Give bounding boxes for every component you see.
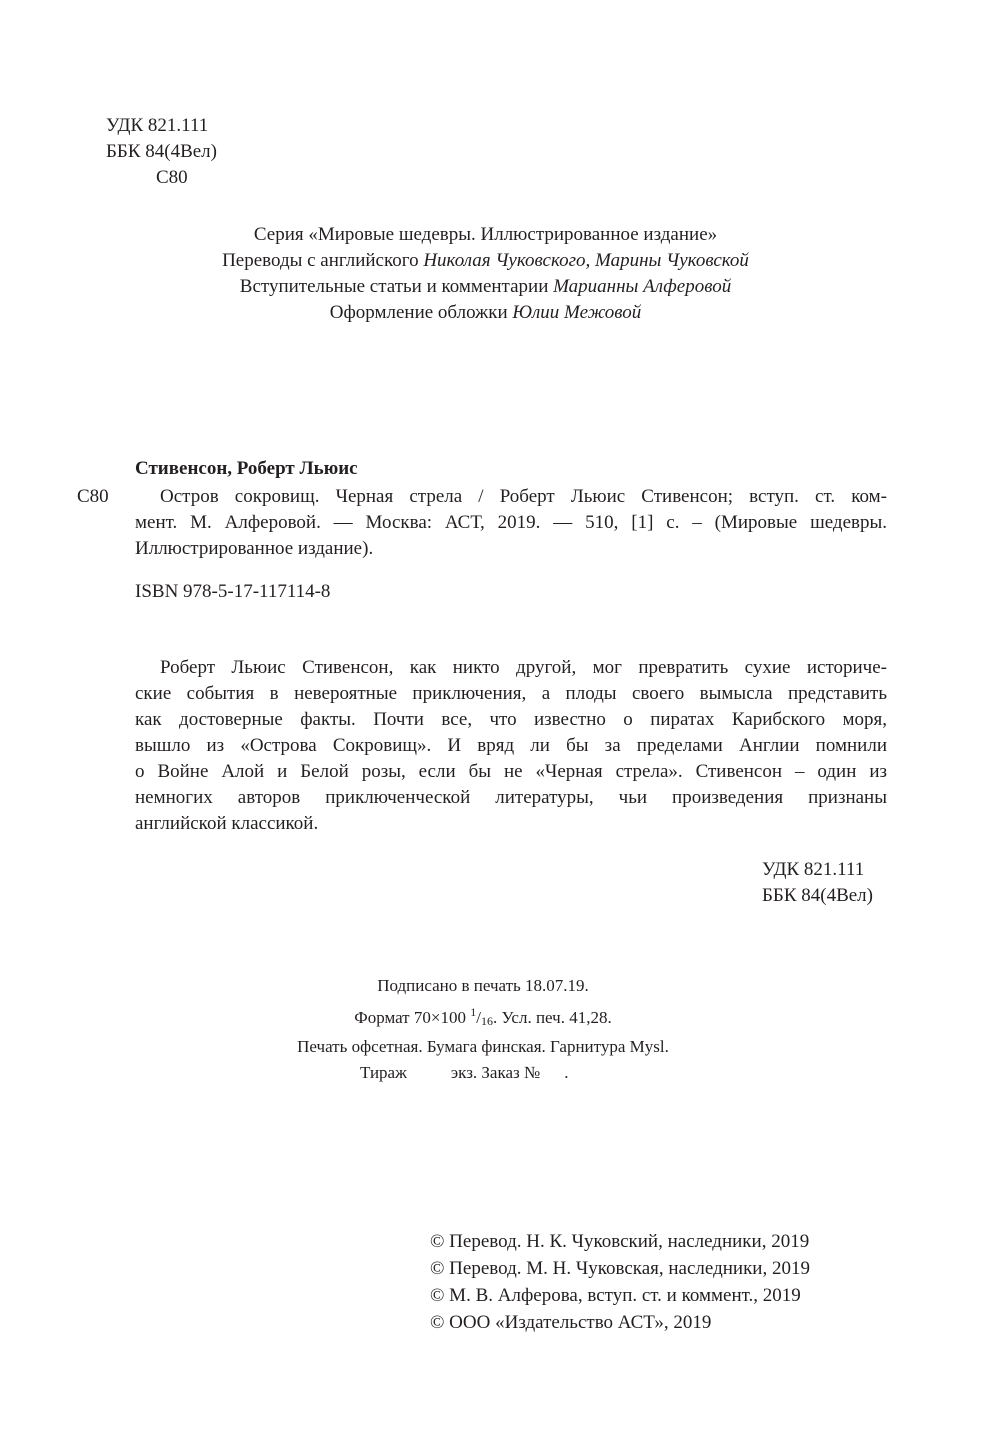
run-line [0, 1060, 966, 1086]
annotation-line-7: английской классикой. [135, 813, 319, 834]
copyright-line: © Перевод. М. Н. Чуковская, наследники, 2019 [430, 1258, 810, 1279]
format-denominator: 16 [480, 1014, 493, 1028]
format-numerator: 1 [470, 1005, 477, 1019]
format-line: Формат 70×100 $^1/_{16}$. Усл. печ. 41,28. [354, 1005, 612, 1028]
translators: Николая Чуковского, Марины Чуковской [423, 250, 749, 271]
isbn: ISBN 978-5-17-117114-8 [135, 581, 331, 602]
format-prefix: Формат 70×100 [354, 1008, 471, 1027]
udk-code: УДК 821.111 [106, 115, 209, 136]
annotation [135, 655, 887, 837]
annotation-line-3: как достоверные факты. Почти все, что известно о пиратах Карибского моря, [135, 709, 887, 730]
print-line: Печать офсетная. Бумага финская. Гарнитура Mysl. [297, 1037, 669, 1056]
catalog-mark: С80 [77, 486, 109, 507]
articles-prefix: Вступительные статьи и комментарии [239, 276, 554, 297]
cover-line [0, 300, 971, 326]
bottom-codes [762, 857, 873, 909]
description-line-3: Иллюстрированное издание). [135, 538, 374, 559]
author-mark: С80 [156, 167, 188, 188]
signed-line: Подписано в печать 18.07.19. [377, 976, 589, 995]
bbk-code: ББК 84(4Вел) [106, 141, 217, 162]
author-heading: Стивенсон, Роберт Льюис [135, 458, 358, 479]
imprint-block [0, 973, 966, 1086]
credits-block [0, 222, 971, 326]
copyright-line: © ООО «Издательство АСТ», 2019 [430, 1312, 712, 1333]
annotation-line-4: вышло из «Острова Сокровищ». И вряд ли бы за пределами Англии помнили [135, 735, 887, 756]
run-label: Тираж [360, 1063, 407, 1082]
copyright-line: © М. В. Алферова, вступ. ст. и коммент., 2019 [430, 1285, 801, 1306]
translations-prefix: Переводы с английского [222, 250, 424, 271]
translations-line [0, 248, 971, 274]
copyrights [430, 1228, 810, 1336]
catalog-description [135, 484, 887, 562]
annotation-line-1: Роберт Льюис Стивенсон, как никто другой, мог превратить сухие историче- [160, 657, 887, 678]
bottom-bbk: ББК 84(4Вел) [762, 885, 873, 906]
annotation-line-2: ские события в невероятные приключения, а плоды своего вымысла представить [135, 683, 887, 704]
run-end: . [564, 1063, 569, 1082]
articles-author: Марианны Алферовой [553, 276, 732, 297]
series-line: Серия «Мировые шедевры. Иллюстрированное издание» [253, 224, 718, 245]
format-suffix: . Усл. печ. 41,28. [492, 1008, 612, 1027]
bottom-udk: УДК 821.111 [762, 859, 865, 880]
run-copies: экз. Заказ № [450, 1063, 541, 1082]
description-line-1: Остров сокровищ. Черная стрела / Роберт Льюис Стивенсон; вступ. ст. ком- [160, 486, 887, 507]
cover-prefix: Оформление обложки [329, 302, 513, 323]
cover-author: Юлии Межовой [512, 302, 642, 323]
annotation-line-5: о Войне Алой и Белой розы, если бы не «Черная стрела». Стивенсон – один из [135, 761, 887, 782]
annotation-line-6: немногих авторов приключенческой литературы, чьи произведения признаны [135, 787, 887, 808]
copyright-line: © Перевод. Н. К. Чуковский, наследники, 2019 [430, 1231, 810, 1252]
classification-block [106, 113, 217, 191]
description-line-2: мент. М. Алферовой. — Москва: АСТ, 2019. — 510, [1] с. – (Мировые шедевры. [135, 512, 887, 533]
articles-line [0, 274, 971, 300]
